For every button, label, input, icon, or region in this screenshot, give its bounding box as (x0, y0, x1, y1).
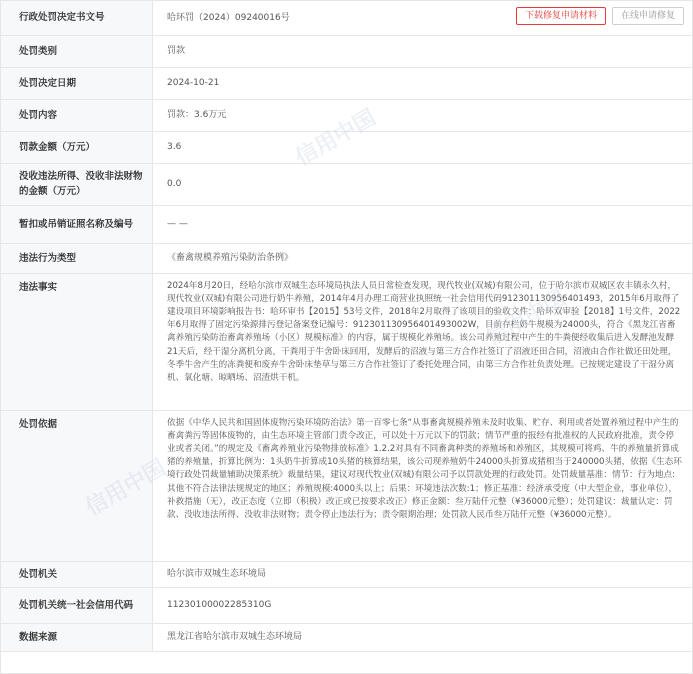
value-decision-number: 哈环罚（2024）09240016号 (167, 12, 290, 23)
value-confiscation-amount: 0.0 (153, 163, 693, 205)
value-penalty-content: 罚款：3.6万元 (153, 99, 693, 131)
label-fine-amount: 罚款金额（万元） (1, 131, 153, 163)
row-penalty-category (1, 35, 692, 67)
row-violation-type (1, 243, 692, 273)
label-penalty-content: 处罚内容 (1, 99, 153, 131)
value-authority-credit-code: 11230100002285310G (153, 587, 693, 623)
value-violation-facts: 2024年8月20日，经哈尔滨市双城生态环境局执法人员日常检查发现，现代牧业(双城)有限公司，位于哈尔滨市双城区农丰镇永久村，现代牧业(双城)有限公司进行奶牛养殖，2014年4月办理工商营业执照统一社会信用代码912301130956401493，2015年6月取得了建设项目环境影响报告书：哈环审书【2015】53号文件，2018年2月取得了该项目的验收文件：哈环双审验【2018】1号文件，2022年6月取得了固定污染源排污登记备案登记编号：912301130956401493002W，目前存栏奶牛规模为24000头，符合《黑龙江省畜禽养殖污染防治畜禽养殖场（小区）规模标准》的内容，属于规模化养殖场。该公司养殖过程中产生的牛粪便经收集后进入发酵池发酵21天后，经干湿分离机分离，干粪用于牛舍卧床回用，发酵后的沼液与第三方合作社签订了沼液还田合同，沼液由合作社做还田处理，冬季牛舍产生的冻粪便和废弃牛舍卧床垫草与第三方合作社签订了委托处理合同，由第三方合作社负责处理。已按规定建设了干湿分离机、氧化塘、晾晒场、沼渣烘干机。 (153, 273, 693, 410)
row-fine-amount (1, 131, 692, 163)
row-decision-number (1, 1, 692, 35)
online-repair-apply-button[interactable]: 在线申请修复 (612, 7, 684, 25)
value-penalty-authority: 哈尔滨市双城生态环境局 (153, 561, 693, 587)
label-penalty-basis: 处罚依据 (1, 410, 153, 561)
row-penalty-content (1, 99, 692, 131)
value-decision-number-cell (153, 1, 693, 35)
label-violation-type: 违法行为类型 (1, 243, 153, 273)
action-buttons (516, 7, 684, 25)
label-decision-date: 处罚决定日期 (1, 67, 153, 99)
label-penalty-authority: 处罚机关 (1, 561, 153, 587)
value-penalty-category: 罚款 (153, 35, 693, 67)
watermark: 信用中国 (291, 105, 381, 172)
row-penalty-basis (1, 410, 692, 561)
label-confiscation-amount: 没收违法所得、没收非法财物的金额（万元） (1, 163, 153, 205)
row-authority-credit-code (1, 587, 692, 623)
value-data-source: 黑龙江省哈尔滨市双城生态环境局 (153, 623, 693, 651)
label-authority-credit-code: 处罚机关统一社会信用代码 (1, 587, 153, 623)
value-decision-date: 2024-10-21 (153, 67, 693, 99)
download-repair-materials-button[interactable]: 下载修复申请材料 (516, 7, 606, 25)
value-fine-amount: 3.6 (153, 131, 693, 163)
label-decision-number: 行政处罚决定书文号 (1, 1, 153, 35)
penalty-detail-table (1, 1, 692, 652)
label-license-revocation: 暂扣或吊销证照名称及编号 (1, 205, 153, 243)
row-confiscation-amount (1, 163, 692, 205)
row-license-revocation (1, 205, 692, 243)
label-penalty-category: 处罚类别 (1, 35, 153, 67)
label-data-source: 数据来源 (1, 623, 153, 651)
value-violation-type: 《畜禽规模养殖污染防治条例》 (153, 243, 693, 273)
row-violation-facts (1, 273, 692, 410)
watermark: 信用中国 (81, 455, 171, 522)
value-penalty-basis: 依据《中华人民共和国固体废物污染环境防治法》第一百零七条“从事畜禽规模养殖未及时收集、贮存、利用或者处置养殖过程中产生的畜禽粪污等固体废物的，由生态环境主管部门责令改正，可以处十万元以下的罚款；情节严重的报经有批准权的人民政府批准，责令停业或者关闭。”的规定及《畜禽养殖业污染物排放标准》1.2.2对具有不同畜禽种类的养殖场和养殖区，其规模可将鸡、牛的养殖量折算成猪的养殖量，折算比例为：1头奶牛折算成10头猪的核算结果，该公司现养殖奶牛24000头折算成猪相当于240000头猪，依据《生态环境行政处罚裁量辅助决策系统》裁量结果，建议对现代牧业(双城)有限公司予以罚款处理的行政处罚。处罚裁量基准：情节：行为地点:其他不符合法律法规规定的地区；养殖规模:4000头以上；后果：环境违法次数:1；修正基准：经济承受度（中大型企业，事业单位），补救措施（无），改正态度（立即（积极）改正或已按要求改正）修正金额：叁万陆仟元整（¥36000元整）；处罚建议：裁量认定：罚款、没收违法所得、没收非法财物；责令停止违法行为；责令限期治理；处罚款人民币叁万陆仟元整（¥36000元整）。 (153, 410, 693, 561)
watermark: 信用中国 (481, 285, 571, 352)
row-decision-date (1, 67, 692, 99)
label-violation-facts: 违法事实 (1, 273, 153, 410)
row-data-source (1, 623, 692, 651)
row-penalty-authority (1, 561, 692, 587)
value-license-revocation: — — (153, 205, 693, 243)
